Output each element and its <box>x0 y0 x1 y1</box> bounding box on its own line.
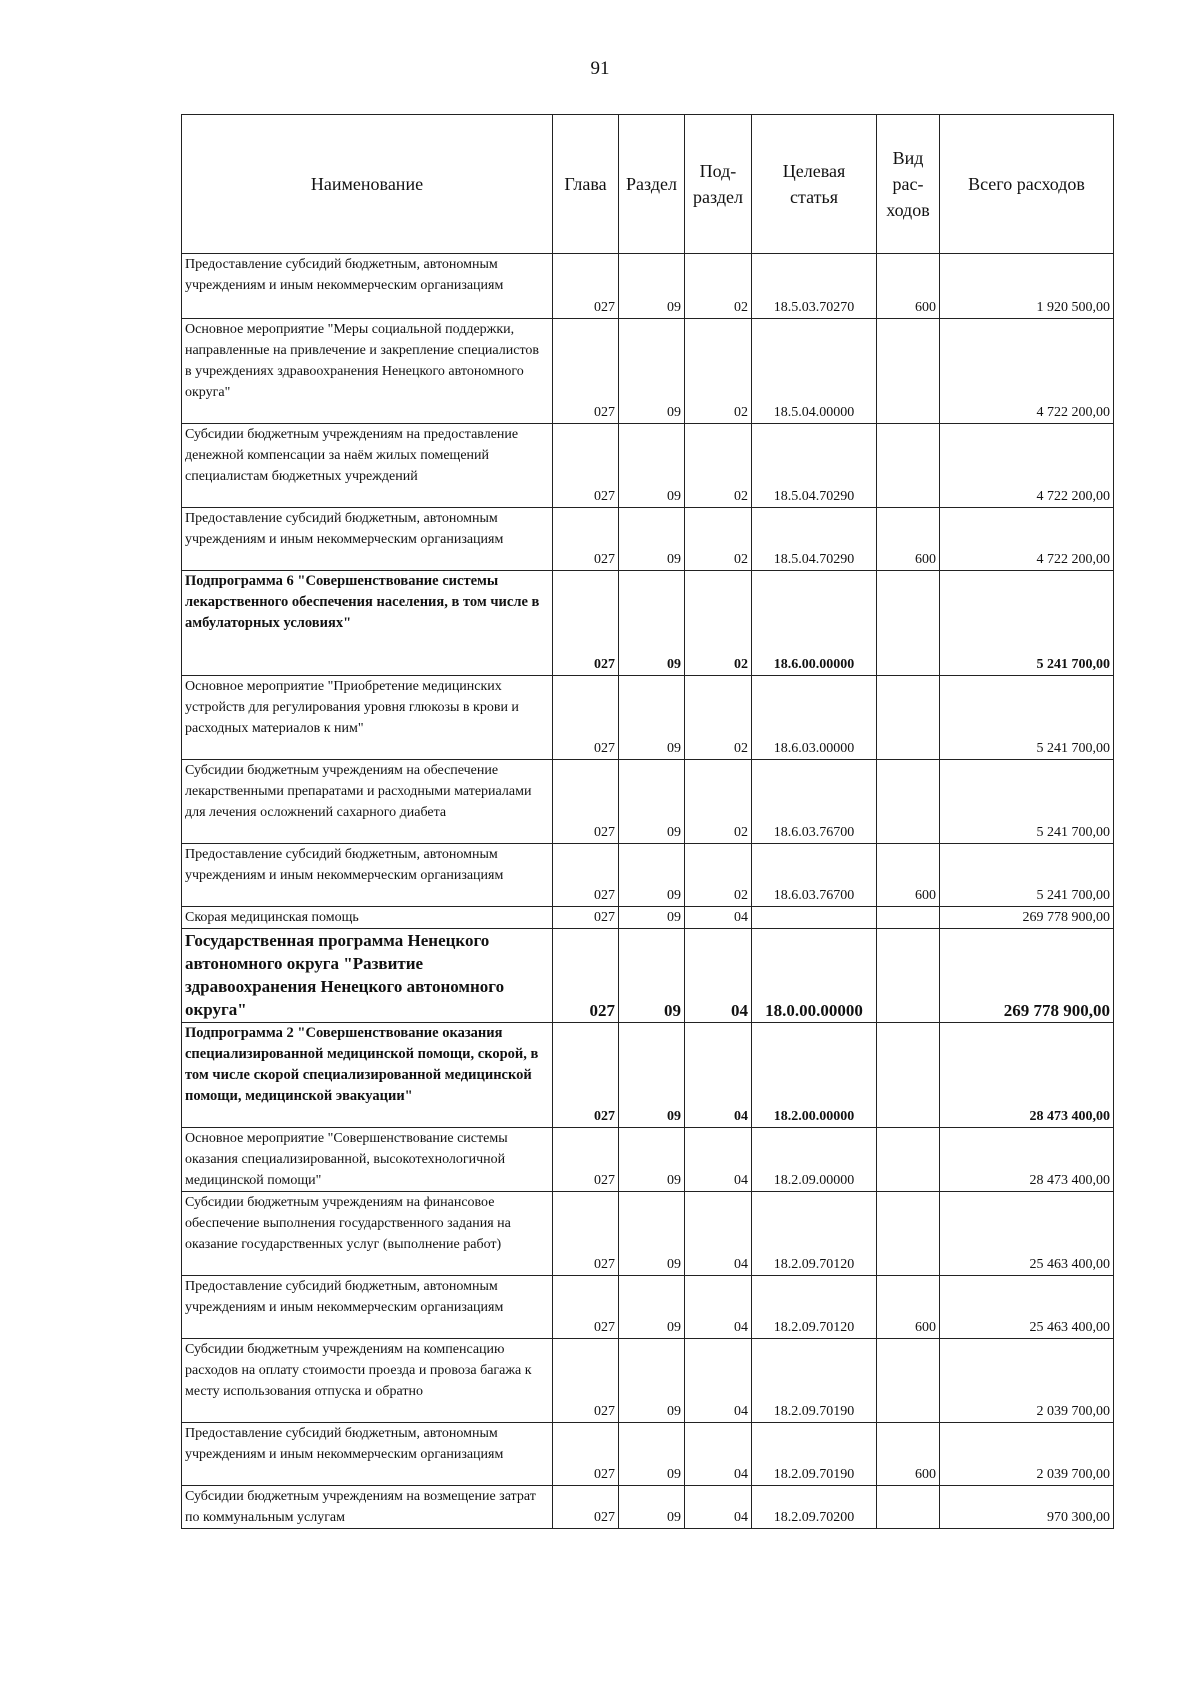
row-vid-raskhodov: 600 <box>877 844 940 907</box>
row-total: 28 473 400,00 <box>940 1023 1114 1128</box>
row-tselevaya-statya: 18.5.03.70270 <box>752 254 877 319</box>
row-podrazdel: 04 <box>685 1339 752 1423</box>
row-podrazdel: 04 <box>685 1128 752 1192</box>
table-header-row <box>182 115 1114 254</box>
row-tselevaya-statya <box>752 907 877 929</box>
row-total: 4 722 200,00 <box>940 319 1114 424</box>
row-vid-raskhodov <box>877 760 940 844</box>
row-tselevaya-statya: 18.6.03.76700 <box>752 844 877 907</box>
row-podrazdel: 02 <box>685 424 752 508</box>
row-razdel: 09 <box>619 1276 685 1339</box>
row-name: Подпрограмма 2 "Совершенствование оказания специализированной медицинской помощи, скорой, в том числе скорой специализированной медицинской помощи, медицинской эвакуации" <box>182 1023 553 1128</box>
row-tselevaya-statya: 18.6.00.00000 <box>752 571 877 676</box>
row-vid-raskhodov <box>877 319 940 424</box>
row-total: 5 241 700,00 <box>940 676 1114 760</box>
row-glava: 027 <box>553 1128 619 1192</box>
row-total: 25 463 400,00 <box>940 1276 1114 1339</box>
row-vid-raskhodov: 600 <box>877 1276 940 1339</box>
row-name: Основное мероприятие "Меры социальной поддержки, направленные на привлечение и закрепление специалистов в учреждениях здравоохранения Ненецкого автономного округа" <box>182 319 553 424</box>
row-tselevaya-statya: 18.2.09.70120 <box>752 1192 877 1276</box>
row-name: Субсидии бюджетным учреждениям на компенсацию расходов на оплату стоимости проезда и провоза багажа к месту использования отпуска и обратно <box>182 1339 553 1423</box>
row-tselevaya-statya: 18.5.04.70290 <box>752 424 877 508</box>
row-name: Предоставление субсидий бюджетным, автономным учреждениям и иным некоммерческим организациям <box>182 1276 553 1339</box>
row-total: 269 778 900,00 <box>940 929 1114 1023</box>
row-podrazdel: 02 <box>685 571 752 676</box>
table-row <box>182 1423 1114 1486</box>
header-tselevaya-statya: Целевая статья <box>752 115 877 254</box>
row-total: 5 241 700,00 <box>940 571 1114 676</box>
row-name: Подпрограмма 6 "Совершенствование системы лекарственного обеспечения населения, в том числе в амбулаторных условиях" <box>182 571 553 676</box>
table-row <box>182 1023 1114 1128</box>
row-name: Субсидии бюджетным учреждениям на финансовое обеспечение выполнения государственного задания на оказание государственных услуг (выполнение работ) <box>182 1192 553 1276</box>
row-vid-raskhodov <box>877 424 940 508</box>
table-row <box>182 676 1114 760</box>
row-razdel: 09 <box>619 676 685 760</box>
row-total: 25 463 400,00 <box>940 1192 1114 1276</box>
row-razdel: 09 <box>619 1339 685 1423</box>
row-glava: 027 <box>553 424 619 508</box>
table-row <box>182 319 1114 424</box>
row-glava: 027 <box>553 571 619 676</box>
row-podrazdel: 02 <box>685 676 752 760</box>
row-vid-raskhodov <box>877 1486 940 1529</box>
row-vid-raskhodov <box>877 907 940 929</box>
row-name: Субсидии бюджетным учреждениям на возмещение затрат по коммунальным услугам <box>182 1486 553 1529</box>
row-glava: 027 <box>553 319 619 424</box>
row-vid-raskhodov <box>877 676 940 760</box>
row-name: Скорая медицинская помощь <box>182 907 553 929</box>
row-total: 269 778 900,00 <box>940 907 1114 929</box>
row-vid-raskhodov <box>877 571 940 676</box>
row-razdel: 09 <box>619 1423 685 1486</box>
row-total: 5 241 700,00 <box>940 844 1114 907</box>
row-glava: 027 <box>553 254 619 319</box>
row-podrazdel: 02 <box>685 760 752 844</box>
row-razdel: 09 <box>619 929 685 1023</box>
table-row <box>182 571 1114 676</box>
row-razdel: 09 <box>619 319 685 424</box>
budget-table <box>181 114 1114 1529</box>
table-row <box>182 1486 1114 1529</box>
row-podrazdel: 02 <box>685 319 752 424</box>
row-glava: 027 <box>553 508 619 571</box>
row-tselevaya-statya: 18.2.09.70120 <box>752 1276 877 1339</box>
row-name: Предоставление субсидий бюджетным, автономным учреждениям и иным некоммерческим организациям <box>182 844 553 907</box>
table-row <box>182 760 1114 844</box>
header-naimenovanie: Наименование <box>182 115 553 254</box>
table-body <box>182 254 1114 1529</box>
row-vid-raskhodov <box>877 1339 940 1423</box>
row-glava: 027 <box>553 1023 619 1128</box>
header-vid-raskhodov: Вид рас- ходов <box>877 115 940 254</box>
row-razdel: 09 <box>619 1023 685 1128</box>
row-tselevaya-statya: 18.5.04.00000 <box>752 319 877 424</box>
table-row <box>182 1128 1114 1192</box>
row-glava: 027 <box>553 760 619 844</box>
table-row <box>182 424 1114 508</box>
row-name: Государственная программа Ненецкого автономного округа "Развитие здравоохранения Ненецкого автономного округа" <box>182 929 553 1023</box>
row-glava: 027 <box>553 929 619 1023</box>
row-vid-raskhodov <box>877 1023 940 1128</box>
row-podrazdel: 04 <box>685 1276 752 1339</box>
row-podrazdel: 04 <box>685 1423 752 1486</box>
table-row <box>182 929 1114 1023</box>
row-tselevaya-statya: 18.0.00.00000 <box>752 929 877 1023</box>
row-podrazdel: 02 <box>685 844 752 907</box>
row-total: 5 241 700,00 <box>940 760 1114 844</box>
row-name: Субсидии бюджетным учреждениям на обеспечение лекарственными препаратами и расходными материалами для лечения осложнений сахарного диабета <box>182 760 553 844</box>
table-row <box>182 254 1114 319</box>
row-vid-raskhodov: 600 <box>877 1423 940 1486</box>
row-glava: 027 <box>553 844 619 907</box>
header-vsego-raskhodov: Всего расходов <box>940 115 1114 254</box>
row-name: Основное мероприятие "Приобретение медицинских устройств для регулирования уровня глюкозы в крови и расходных материалов к ним" <box>182 676 553 760</box>
row-glava: 027 <box>553 1423 619 1486</box>
row-total: 1 920 500,00 <box>940 254 1114 319</box>
row-name: Субсидии бюджетным учреждениям на предоставление денежной компенсации за наём жилых помещений специалистам бюджетных учреждений <box>182 424 553 508</box>
row-razdel: 09 <box>619 1486 685 1529</box>
row-total: 2 039 700,00 <box>940 1339 1114 1423</box>
row-vid-raskhodov <box>877 1128 940 1192</box>
row-name: Предоставление субсидий бюджетным, автономным учреждениям и иным некоммерческим организациям <box>182 254 553 319</box>
row-glava: 027 <box>553 907 619 929</box>
row-total: 4 722 200,00 <box>940 508 1114 571</box>
row-vid-raskhodov <box>877 1192 940 1276</box>
page-number: 91 <box>590 58 610 79</box>
row-razdel: 09 <box>619 1128 685 1192</box>
table-row <box>182 1192 1114 1276</box>
row-total: 2 039 700,00 <box>940 1423 1114 1486</box>
table-row <box>182 508 1114 571</box>
row-glava: 027 <box>553 1339 619 1423</box>
row-podrazdel: 04 <box>685 929 752 1023</box>
row-tselevaya-statya: 18.2.00.00000 <box>752 1023 877 1128</box>
row-glava: 027 <box>553 1276 619 1339</box>
row-razdel: 09 <box>619 508 685 571</box>
row-name: Предоставление субсидий бюджетным, автономным учреждениям и иным некоммерческим организациям <box>182 1423 553 1486</box>
header-razdel: Раздел <box>619 115 685 254</box>
table-row <box>182 844 1114 907</box>
row-total: 28 473 400,00 <box>940 1128 1114 1192</box>
row-vid-raskhodov <box>877 929 940 1023</box>
header-podrazdel: Под- раздел <box>685 115 752 254</box>
row-tselevaya-statya: 18.5.04.70290 <box>752 508 877 571</box>
row-name: Предоставление субсидий бюджетным, автономным учреждениям и иным некоммерческим организациям <box>182 508 553 571</box>
row-razdel: 09 <box>619 844 685 907</box>
row-razdel: 09 <box>619 907 685 929</box>
row-glava: 027 <box>553 1486 619 1529</box>
row-tselevaya-statya: 18.2.09.70200 <box>752 1486 877 1529</box>
row-glava: 027 <box>553 676 619 760</box>
row-razdel: 09 <box>619 254 685 319</box>
header-glava: Глава <box>553 115 619 254</box>
row-name: Основное мероприятие "Совершенствование системы оказания специализированной, высокотехнологичной медицинской помощи" <box>182 1128 553 1192</box>
row-podrazdel: 04 <box>685 1023 752 1128</box>
row-podrazdel: 02 <box>685 254 752 319</box>
row-tselevaya-statya: 18.2.09.70190 <box>752 1423 877 1486</box>
row-podrazdel: 04 <box>685 907 752 929</box>
table-row <box>182 1339 1114 1423</box>
row-vid-raskhodov: 600 <box>877 508 940 571</box>
row-podrazdel: 04 <box>685 1192 752 1276</box>
row-tselevaya-statya: 18.6.03.00000 <box>752 676 877 760</box>
table-row <box>182 907 1114 929</box>
row-razdel: 09 <box>619 424 685 508</box>
row-tselevaya-statya: 18.2.09.70190 <box>752 1339 877 1423</box>
row-razdel: 09 <box>619 1192 685 1276</box>
row-tselevaya-statya: 18.6.03.76700 <box>752 760 877 844</box>
row-podrazdel: 04 <box>685 1486 752 1529</box>
row-total: 970 300,00 <box>940 1486 1114 1529</box>
row-razdel: 09 <box>619 760 685 844</box>
row-razdel: 09 <box>619 571 685 676</box>
row-vid-raskhodov: 600 <box>877 254 940 319</box>
row-tselevaya-statya: 18.2.09.00000 <box>752 1128 877 1192</box>
table-row <box>182 1276 1114 1339</box>
row-total: 4 722 200,00 <box>940 424 1114 508</box>
row-podrazdel: 02 <box>685 508 752 571</box>
row-glava: 027 <box>553 1192 619 1276</box>
